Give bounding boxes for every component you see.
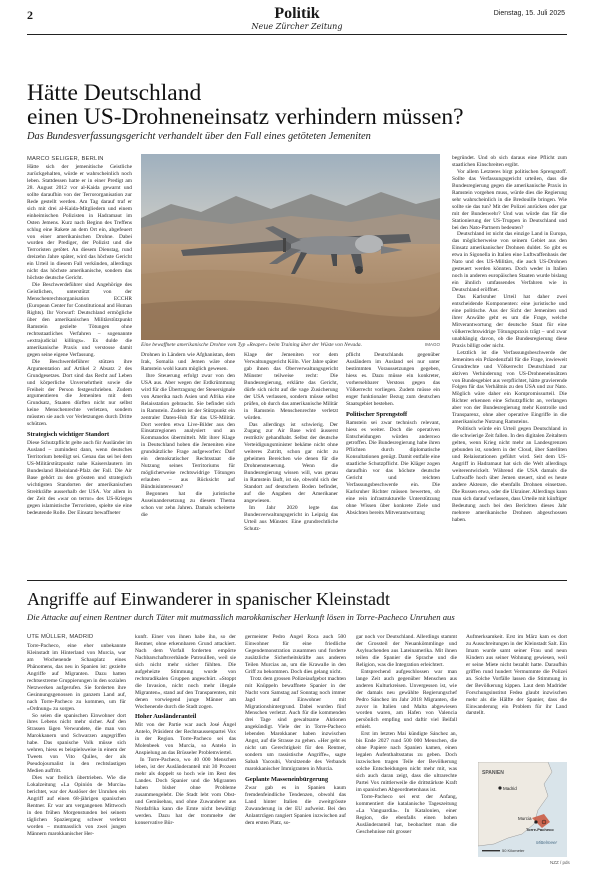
paragraph: So seien die spanischen Einwohner dort ihres Lebens nicht mehr sicher. Auf den Strassen lägen Verwundete, die man von Marokkanern und Schwarzen angegriffen habe. Das spanische Volk müsse sich wehren, hiess es beispielsweise in einem der Tweets von Vito Quiles, der als Pseudojournalist in den rechtslastigen Medien auffritt. [27, 712, 126, 775]
paragraph: Vor allem Letzteres birgt politischen Sprengstoff. Sollte das Verfassungsgericht urteilen, dass die Bundesregierung gegen die amerikanische Praxis in Ramstein vorgehen muss, würde dies die Regierung sehr wahrscheinlich in die Bredouille bringen. Wie sollte sie das tun? Mit der Polizei anrücken oder gar mit der Bundeswehr? Und was würde das für die Stationierung der US-Truppen in Deutschland und bei den Nato-Partnern bedeuten? [452, 168, 567, 231]
article2-headline: Angriffe auf Einwanderer in spanischer Kleinstadt [27, 589, 391, 609]
madrid-marker [498, 786, 501, 789]
newspaper-logo: Neue Zürcher Zeitung [251, 22, 343, 31]
paragraph: Entsprechend aufgeschlossen war man lange Zeit auch gegenüber Menschen aus anderen Kulturkreisen. Unvergessen ist, wie der damals neu gewählte Regierungschef Pedro Sánchez im Jahr 2018 Migranten, die zuvor in Italien und Malta abgewiesen worden waren, am Hafen von Valencia persönlich empfing und daftir viel Beifall erhielt. [356, 668, 457, 731]
header-rule [27, 34, 567, 35]
paragraph: Diese Schutzpflicht gelte auch für Ausländer im Ausland – zumindest dann, wenn deutsches Territorium beteiligt sei. Genau das sei bei dem US-Militärstützpunkt nahe Kaiserslautern im Bundesland Rheinland-Pfalz der Fall. Die Air Base gehört zu den grössten und strategisch wichtigsten Standorten der amerikanischen Streitkräfte ausserhalb der USA. Vor allem in der Zeit des «war on terror» des US-Krieges gegen islamistische Terroristen, spielte sie eine bedeutende Rolle. Der Einsatz bewaffneter [27, 440, 132, 516]
paragraph: Politisch würde ein Urteil gegen Deutschland in die schwierige Zeit fallen. In den digitalen Zeitaltern gelten, wenn Krieg nicht mehr an Landesgrenzen gebunden ist, sondern in der Cloud, über Satelliten und Relaisstationen geführt wird. Seit dem US-Angriff in Hadramaut hat sich die Welt allerdings weiterentwickelt. Während die USA damals die Luftwaffe hoch über Jemen steuert, sind es heute andere Akteure, die ebenfalls Drohnen einsetzen. Die Russen etwa, oder die Ukrainer. Allerdings kann man sich darauf verlassen, dass Urteile mit künftiger Bedeutung auch bei den Berichten dieses Jahr mehrere amerikanische Drohnen abgeschossen haben. [452, 426, 567, 523]
article1-headline [27, 81, 567, 129]
article1-kicker: Das Bundesverfassungsgericht verhandelt über den Fall eines getöteten Jemeniten [27, 131, 371, 142]
paragraph: Klage der Jemeniten vor dem Verwaltungsgericht Köln. Vier Jahre später gab ihnen das Oberverwaltungsgericht Münster teilweise recht: Die Bundesregierung, erklärte das Gericht, dürfe sich nicht auf die vage Zusicherung der USA verlassen, sondern müsse selbst prüfen, ob durch das amerikanische Militär in Ramstein Menschenrechte verletzt würden. [244, 352, 338, 421]
subheading: Strategisch wichtiger Standort [27, 431, 110, 439]
paragraph: Das Karlsruher Urteil hat daher zwei entscheidende Komponenten: eine juristische und eine politische. Aus der Sicht der Jemeniten und ihrer Anwälte geht es um die Frage, welche Mitverantwortung der deutsche Staat für eine völkerrechtswidrige Tötungspraxis trägt – und zwar unabhängig davon, ob die Bundesregierung diese Praxis billigt oder nicht. [452, 294, 567, 349]
article1-column-1 [27, 164, 132, 574]
paragraph: In Torre-Pacheco, wo 40 000 Menschen leben, ist der Ausländeranteil mit 30 Prozent mehr als doppelt so hoch wie im Rest des Landes. Doch Spanier und die Migranten haben bisher ohne Probleme zusammengelebt. Die Stadt lebt vom Obst- und Gemüsebau, und ohne Zuwanderer aus Nordafrika kann die Ernte nicht bewältigt werden. Dazu hat der trommelte der konservative Bür- [135, 757, 236, 826]
paragraph: germeister Pedro Ángel Roca auch 500 Einwohner für eine friedliche Gegendemonstration zusammen und forderte zusätzliche Sicherheitskräfte aus anderen Teilen Murcias an, um die Krawalle in den Griff zu bekommen. Doch dies gelang nicht. [245, 634, 346, 675]
paragraph: Das allerdings ist schwierig. Der Zugang zur Air Base wird äusserst restriktiv gehandhabt. Selbst der deutsche Verteidigungsminister bekäme nicht ohne weiteres Zutritt, schon gar nicht zu geheimen Bereichen wie denen für die Drohnensteuerung. Wenn die Bundesregierung wissen will, was genau in Ramstein läuft, ist sie, obwohl sich der Standort auf deutschem Boden befindet, auf die Angaben der Amerikaner angewiesen. [244, 421, 338, 505]
subheading: Geplante Masseneinbürgerung [245, 776, 329, 784]
article2-kicker: Die Attacke auf einen Rentner durch Täter mit mutmasslich marokkanischer Herkunft lösen in Torre-Pacheco Unruhen aus [27, 612, 455, 622]
subheading: Politischer Sprengstoff [346, 410, 408, 418]
photo-credit: IMAGO [424, 342, 440, 347]
article-divider [27, 580, 567, 581]
article1-photo [141, 154, 440, 340]
paragraph: Mit von der Partie war auch José Ángel Antelo, Präsident der Rechtsaussenpartei Vox in der Region. Torre-Pacheco sei das Molenbeek von Murcia, so Antelo in Anspielung an das Brüsseler Problemviertel. [135, 722, 236, 757]
paragraph: Ramstein sei zwar technisch relevant, hiess es weiter. Doch die operativen Entscheidungen würden anderswo getroffen. Die Bundesregierung habe ihren Pflichten durch diplomatische Konsultationen genügt. Damit entfalle eine staatliche Schutzpflicht. Die Kläger zogen daraufhin vor das höchste deutsche Gericht und reichten Verfassungsbeschwerde ein. Die Karlsruher Richter müssen bewerten, ob eine rein infrastrukturelle Unterstützung ohne Wissen über konkrete Ziele und Absichten bereits Mitverantwortung [346, 419, 440, 517]
article1-column-2 [141, 352, 235, 574]
paragraph: kunft. Einer von ihnen habe ihn, so der Rentner, ohne erkennbaren Grund attackiert. Nach dem Vorfall forderten empörte Nachbarschaftsverbände Patrouillen, weil sie sich nicht mehr sicher fühlten. Die aufgeheizte Stimmung wurde von rechtsradikalen Gruppen angeschürt. «Stoppt die Invasion, nicht noch mehr illegale Migranten», stand auf den Transparenten, mit denen vorwiegend junge Männer am Wochenende durch die Stadt zogen. [135, 634, 236, 710]
section-title: Politik [274, 5, 320, 22]
article2-byline: UTE MÜLLER, MADRID [27, 634, 94, 640]
paragraph: Die Beschwerdeführer sind Angehörige des Geistlichen, unterstützt von der Menschenrechtsorganisation ECCHR (European Center for Constitutional and Human Rights). Ihr Vorwurf: Deutschland ermögliche über den amerikanischen Militärstützpunkt Ramstein gezielte Tötungen ohne rechtsstaatliches Verfahren – sogenannte «extrajudicial killings». Es dulde die amerikanische Praxis und verstosse damit gegen seine eigene Verfassung. [27, 282, 132, 358]
paragraph: Aufmerksamkeit. Erst im März kam es dort zu Ausschreitungen in der Kleinstadt Salt. Ein Imam wurde samt seiner Frau und neun Kindern aus seiner Wohnung gewiesen, weil er seine Miete nicht bezahlt hatte. Daraufhin griffen rund hundert Vermummte die Polizei an. Solche Vorfälle lassen die Stimmung in der Bevölkerung kippen. Laut dem Madrider Forschungsinstitut Fedea glaubt inzwischen mehr als die Hälfte der Spanier, dass die Einwanderung ein Problem für ihr Land darstellt. [466, 634, 567, 717]
scale-bar [482, 850, 500, 851]
article1-headline-line2: einen US-Drohneneinsatz verhindern müssen? [27, 104, 464, 130]
paragraph: Erst im letzten Mai kündigte Sánchez an, bis Ende 2027 rund 500 000 Menschen, die ohne Papiere nach Spanien kamen, einen legalen Aufenthaltsstatus zu geben. Doch inzwischen tragen Teile der Bevölkerung solche Entscheidungen nicht mehr mit, was sich auch daran zeigt, dass die ultrarechte Partei Vox mittlerweile die drittstärkste Kraft im spanischen Abgeordnetenhaus ist. [356, 731, 457, 793]
reaper-drone-photo [141, 154, 440, 340]
paragraph: Torre-Pacheco, eine eher unbekannte Kleinstadt im Hinterland von Murcia, war am Wochenende Schauplatz eines Phänomens, das neu in Spanien ist: gezielte Angriffe auf Migranten. Dazu hatten rechtsextreme Gruppierungen in den sozialen Netzwerken aufgerufen. Sie forderten ihre Gesinnungsgenossen in ganzem Land auf, nach Torre-Pacheco zu kommen, um für «Ordnung» zu sorgen. [27, 643, 126, 712]
paragraph: Drohnen in Ländern wie Afghanistan, dem Irak, Somalia und Jemen wäre ohne Ramstein wohl kaum möglich gewesen. [141, 352, 235, 372]
murcia-label: Murcia [518, 816, 532, 821]
spain-map [478, 762, 567, 857]
paragraph: Zwar gab es in Spanien kaum fremdenfeindliche Tendenzen, obwohl das Land hinter Italien die zweitgrösste Zuwanderung in der EU aufweist. Bei den Anlantrrägen rangiert Spanien inzwischen auf dem ersten Platz, so- [245, 785, 346, 826]
paragraph: Torre-Pacheco sei erst der Anfang, kommentiert die katalanische Tageszeitung «La Vanguardia». In Katalonien, einer Region, die ebenfalls einen hohen Ausländeranteil hat, beobachtet man die Geschehnisse mit grosser [356, 793, 457, 835]
country-label: SPANIEN [482, 770, 504, 776]
paragraph: Letztlich ist die Verfassungsbeschwerde der Jemeniten ein Präzedenzfall für die Frage, inwieweit Grundrechte und Völkerrecht Deutschland zur aktiven Verhinderung von US-Drohneneinsätzen von Bundesgebiet aus verpflichtet, hätte gravierende Folgen für das Verhältnis zu den USA und zur Nato. Möglich wäre daher ein Kompromissurteil. Die Richter erkennen eine Schutzpflicht an, verlangen aber von der Bundesregierung mehr Kontrolle und Transparenz, ohne aber operative Eingriffe in die amerikanische Nutzung Ramsteins. [452, 349, 567, 426]
paragraph: begründet. Und ob sich daraus eine Pflicht zum staatlichen Einschreiten ergibt. [452, 155, 567, 168]
murcia-marker [534, 820, 537, 823]
article1-column-4 [346, 352, 440, 574]
paragraph: Dies war freilich übertrieben. Wie die Lokalzeitung «La Opinión de Murcia» berichtet, war der Auslöser der Unruhen ein Angriff auf einen 68-jährigen spanischen Rentner. Er war am vergangenen Mittwoch in den frühen Morgenstunden bei seinem täglichen Spaziergang schwer verletzt worden – mutmasslich von zwei jungen Männern marokkanischer Her- [27, 775, 126, 837]
article1-column-3 [244, 352, 338, 574]
issue-date: Dienstag, 15. Juli 2025 [493, 10, 565, 17]
paragraph: gar noch vor Deutschland. Allerdings stammt der Grossteil der Neuankömmlinge und Asylsuchenden aus Lateinamerika. Mit ihnen teilen die Spanier die Sprache und die Religion, was die Integration erleichtert. [356, 634, 457, 668]
article2-column-2 [135, 634, 236, 858]
article2-column-4 [356, 634, 457, 858]
paragraph: Ihre Steuerung erfolgt zwar von den USA aus. Aber wegen der Erdkrümmung wird für die Übertragung der Steuersignale von Amerika nach Asien und Afrika eine Relaisstation gebraucht. Sie befindet sich in Ramstein. Zudem ist der Stützpunkt ein zentraler Daten-Hub für das US-Militär. Dort werden etwa Live-Bilder aus den Einsatzregionen analysiert und an Kommandos übermittelt. Mit ihrer Klage in Deutschland hoben die Jemeniten eine grundsätzliche Frage aufgeworfen: Darf ein demokratischer Rechtsstaat die Nutzung seines Territoriums für möglicherweise rechtswidrige Tötungen erlauben – aus Rücksicht auf Bündnisinteressen? [141, 372, 235, 491]
article1-column-5 [452, 155, 567, 574]
sea-label: Mittelmeer [536, 840, 558, 845]
article2-column-5 [466, 634, 567, 758]
paragraph: Die Beschwerdeführer stützen ihre Argumentation auf Artikel 2 Absatz 2 des Grundgesetzes. Dort sind das Recht auf Leben und körperliche Unversehrtheit sowie die Freiheit der Person festgeschrieben. Zudem argumentieren die Jemeniten mit dem Grundsatz, Staaten dürften nicht nur selbst keine Menschenrechte verletzen, sondern müssten sie auch vor Verletzungen durch Dritte schützen. [27, 358, 132, 428]
map-credit: NZZ / pds [550, 860, 570, 865]
paragraph: Begonnen hat die juristische Auseinandersetzung zu diesem Thema schon vor zehn Jahren. Damals scheiterte die [141, 491, 235, 518]
paragraph: Im Jahr 2020 legte das Bundesverwaltungsgericht in Leipzig das Urteil aus Münster. Eine grundrechtliche Schutz- [244, 504, 338, 532]
page-number: 2 [27, 8, 33, 22]
article1-byline: MARCO SELIGER, BERLIN [27, 156, 104, 162]
paragraph: Deutschland ist nicht das einzige Land in Europa, das möglicherweise von seinem Gebiet aus den Einsatz amerikanischer Drohnen duldet. So gibt es etwa in Sigonella in Italien eine Luftwaffenbasis der Nato und des US-Militärs, die auch US-Drohnen gesteuert werden könnten. Doch weder in Italien noch in anderen europäischen Staaten wurde bislang ein ähnlich umfassendes Verfahren wie in Deutschland eröffnet. [452, 231, 567, 294]
article2-column-1 [27, 643, 126, 858]
scale-label: 50 Kilometer [502, 848, 525, 853]
paragraph: pflicht Deutschlands gegenüber Ausländern im Ausland sei nur unter bestimmten Voraussetzungen gegeben, hiess es. Dazu müsse ein konkreter, vorhersehbarer Verstoss gegen das Völkerrecht vorliegen. Zudem müsse ein enger funktionaler Bezug zum deutschen Staatsgebiet bestehen. [346, 352, 440, 407]
torre-pacheco-marker [542, 820, 546, 824]
paragraph: Trotz dem grossen Polizeiaufgebot machten mit Knüppeln bewaffnete Spanier in der Nacht vom Samstag auf Sonntag noch immer Jagd auf Einwohner mit Migrationshintergrund. Dabei wurden fünf Menschen verletzt. Auch für die kommenden drei Tage sind gewaltsame Aktionen angekündigt. Viele der in Torre-Pacheco lebenden Marokkaner haben inzwischen Angst, auf die Strasse zu gehen. «Her geht es nicht um Gerechtigkeit für den Rentner, sondern um rassistische Angriffe», sagte Sabah Yacoubi, Vorsitzende des Verbands marokkanischer Immigranten in Murcia. [245, 675, 346, 773]
article2-column-3 [245, 634, 346, 858]
paragraph: Hätte sich der jemenitische Geistliche zurückgehalten, würde er wahrscheinlich noch leben. Stattdessen hatte er in einer Predigt am 28. August 2012 vor al-Kaida gewarnt und sollte daraufhin von der Terrororganisation zur Rede gestellt werden. Am Tag darauf traf er sich mit drei al-Kaida-Mitgliedern und einem einheimischen Polizisten in Hadramaut im Osten Jemens. Kurz nach Beginn des Treffens schlug eine Rakete an dem Ort ein, abgefeuert von einer amerikanischen Drohne. Dabei wurden der Prediger, der Polizist und die Terroristen getötet. An diesem Dienstag, rund dreizehn Jahre später, wird das höchste Gericht ein Urteil in diesem Fall verkünden, allerdings nicht das höchste amerikanische, sondern das höchste deutsche Gericht. [27, 164, 132, 282]
article1-headline-line1: Hätte Deutschland [27, 80, 202, 106]
madrid-label: Madrid [503, 786, 517, 791]
subheading: Hoher Ausländeranteil [135, 713, 197, 721]
photo-caption: Eine bewaffnete amerikanische Drohne vom Typ «Reaper» beim Training über der Wüste von Nevada. [141, 342, 362, 348]
torre-pacheco-label: Torre-Pacheco [526, 827, 554, 832]
